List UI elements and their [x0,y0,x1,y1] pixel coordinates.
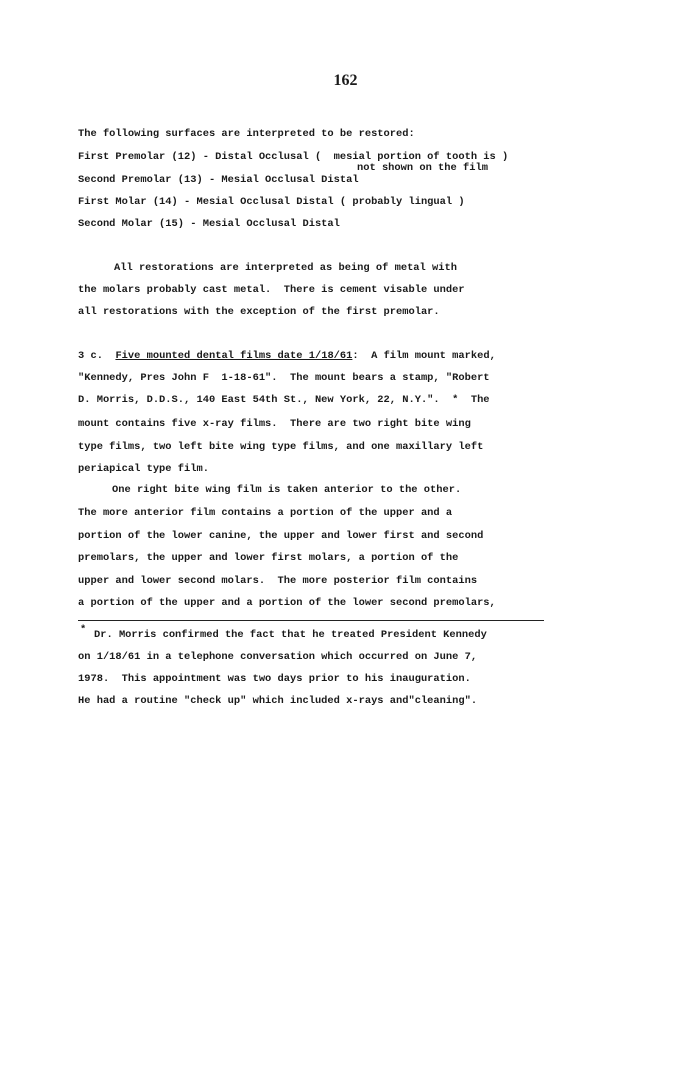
section-3c-line-1: "Kennedy, Pres John F 1-18-61". The mount bears a stamp, "Robert [78,372,490,384]
footnote-marker: * [80,624,87,636]
section-3c-line-3: mount contains five x-ray films. There are two right bite wing [78,418,471,430]
section-3c-line-10: upper and lower second molars. The more posterior film contains [78,575,478,587]
surface-item-first-premolar-note: not shown on the film [357,162,488,174]
surface-item-second-premolar: Second Premolar (13) - Mesial Occlusal Distal [78,174,359,186]
section-3c-line-4: type films, two left bite wing type films, and one maxillary left [78,441,484,453]
footnote-line-4: He had a routine "check up" which included x-rays and"cleaning". [78,695,478,707]
section-3c-line-0: : A film mount marked, [352,350,496,362]
section-3c-marker: 3 c. [78,350,103,362]
restorations-line-2: the molars probably cast metal. There is cement visable under [78,284,465,296]
section-3c-line-9: premolars, the upper and lower first molars, a portion of the [78,552,459,564]
surfaces-heading: The following surfaces are interpreted to be restored: [78,128,415,140]
page-number: 162 [333,72,358,89]
restorations-line-3: all restorations with the exception of the first premolar. [78,306,440,318]
restorations-line-1: All restorations are interpreted as being of metal with [114,262,457,274]
section-3c-line-6: One right bite wing film is taken anterior to the other. [112,484,462,496]
section-3c-line-11: a portion of the upper and a portion of the lower second premolars, [78,597,496,609]
footnote-rule [78,620,544,621]
section-3c-first-line [78,350,496,362]
surface-item-first-premolar: First Premolar (12) - Distal Occlusal ( mesial portion of tooth is ) [78,151,509,163]
section-3c-line-8: portion of the lower canine, the upper and lower first and second [78,530,484,542]
footnote-line-1: Dr. Morris confirmed the fact that he treated President Kennedy [94,629,487,641]
section-3c-title: Five mounted dental films date 1/18/61 [115,350,353,362]
surface-item-first-molar: First Molar (14) - Mesial Occlusal Distal ( probably lingual ) [78,196,465,208]
section-3c-line-7: The more anterior film contains a portion of the upper and a [78,507,453,519]
footnote-line-2: on 1/18/61 in a telephone conversation which occurred on June 7, [78,651,478,663]
section-3c-line-2: D. Morris, D.D.S., 140 East 54th St., New York, 22, N.Y.". * The [78,394,490,406]
surface-item-second-molar: Second Molar (15) - Mesial Occlusal Distal [78,218,340,230]
footnote-line-3: 1978. This appointment was two days prior to his inauguration. [78,673,471,685]
section-3c-line-5: periapical type film. [78,463,209,475]
